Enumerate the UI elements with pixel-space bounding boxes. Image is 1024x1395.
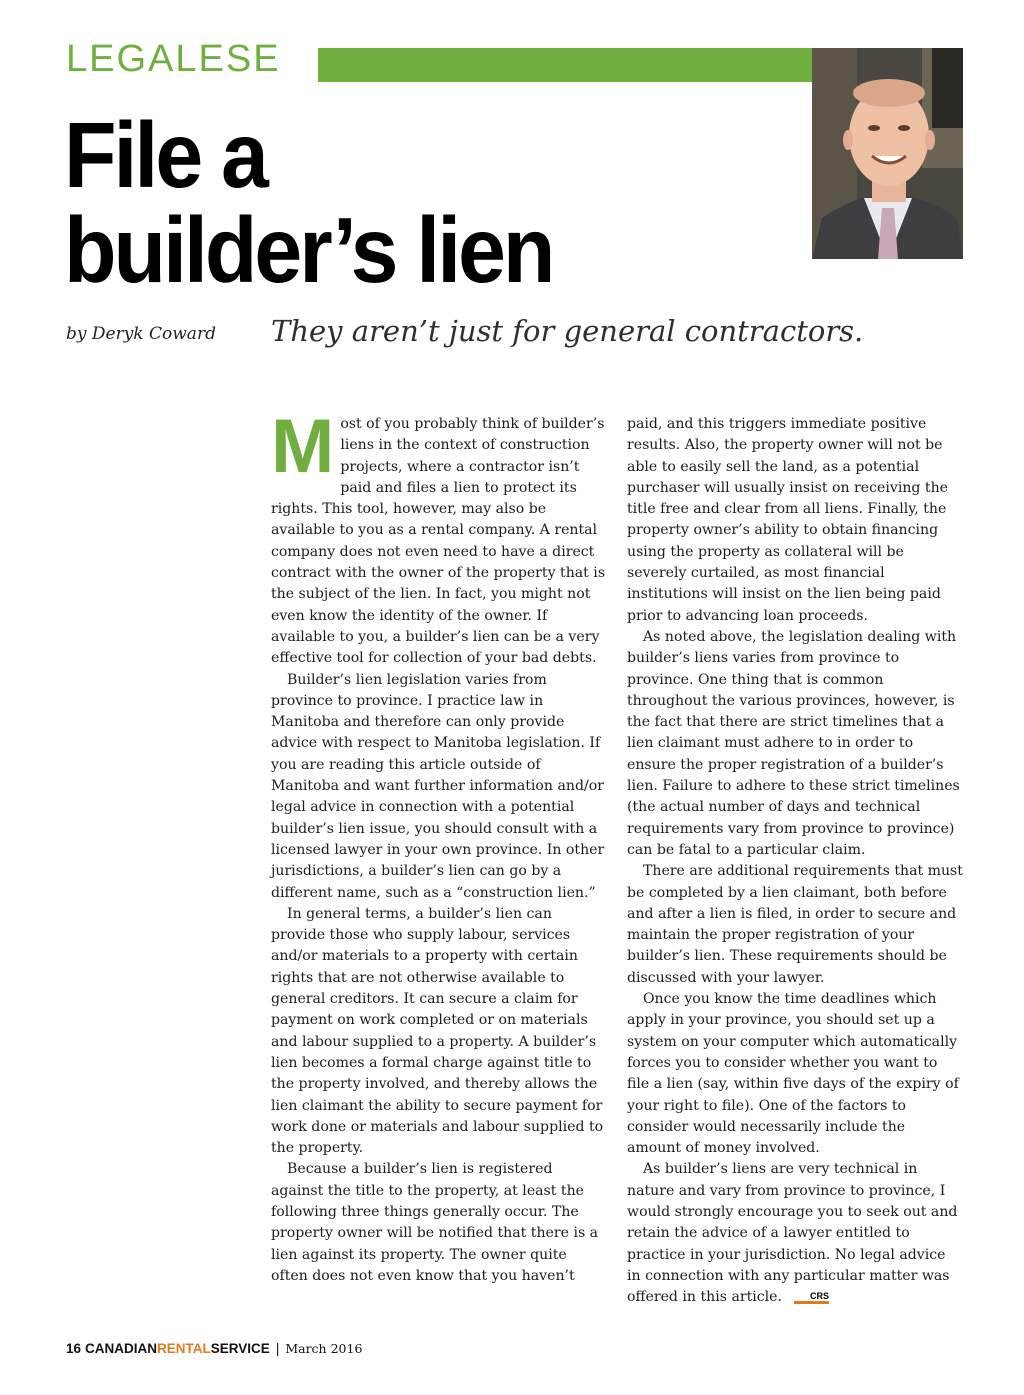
paragraph: Because a builder’s lien is registered against the title to the property, at least the following three things generally occur. The property owner will be notified that there is a lien against its property. The owner quite often does not even know that you haven’t [271, 1161, 599, 1284]
paragraph-text: As builder’s liens are very technical in nature and vary from province to province, I would strongly encourage you to seek out and retain the advice of a lawyer entitled to practice in your jurisdiction. No legal advice in connection with any particular matter was offered in this article. [627, 1161, 958, 1306]
section-accent-bar [318, 48, 813, 82]
author-photo [812, 48, 963, 259]
paragraph-text: ost of you probably think of builder’s liens in the context of construction projects, where a contractor isn’t paid and files a lien to protect its rights. This tool, however, may also be available to you as a rental company. A rental company does not even need to have a direct contract with the owner of the property that is the subject of the lien. In fact, you might not even know the identity of the owner. If available to you, a builder’s lien can be a very effective tool for collection of your bad debts. [271, 416, 606, 667]
article-column-2 [627, 414, 963, 1308]
page-number: 16 [66, 1341, 82, 1356]
headline-line-2: builder’s lien [64, 198, 553, 303]
paragraph [627, 1159, 963, 1308]
footer [66, 1341, 362, 1356]
paragraph [271, 404, 607, 670]
magazine-name-part-1: CANADIAN [85, 1341, 158, 1356]
paragraph: Builder’s lien legislation varies from province to province. I practice law in Manitoba and therefore can only provide advice with respect to Manitoba legislation. If you are reading this article outside of Manitoba and want further information and/or legal advice in connection with a potential builder’s lien issue, you should consult with a licensed lawyer in your own province. In other jurisdictions, a builder’s lien can go by a different name, such as a “construction lien.” [271, 671, 605, 901]
end-mark-logo: CRS [794, 1291, 829, 1304]
footer-separator: | [275, 1341, 280, 1356]
magazine-name-part-2: RENTAL [157, 1341, 211, 1356]
issue-date: March 2016 [285, 1341, 363, 1356]
paragraph: As noted above, the legislation dealing with builder’s liens varies from province to province. One thing that is common throughout the various provinces, however, is the fact that there are strict timelines that a lien claimant must adhere to in order to ensure the proper registration of a builder’s lien. Failure to adhere to these strict timelines (the actual number of days and technical requirements vary from province to province) can be fatal to a particular claim. [627, 628, 960, 858]
article-column-1 [271, 404, 607, 1287]
paragraph: paid, and this triggers immediate positive results. Also, the property owner will not be able to easily sell the land, as a potential purchaser will usually insist on receiving the title free and clear from all liens. Finally, the property owner’s ability to obtain financing using the property as collateral will be severely curtailed, as most financial institutions will insist on the lien being paid prior to advancing loan proceeds. [627, 416, 949, 624]
byline: by Deryk Coward [66, 324, 216, 344]
deck: They aren’t just for general contractors. [271, 314, 864, 348]
headline-line-1: File a [64, 103, 266, 208]
drop-cap: M [271, 404, 335, 489]
headline [64, 103, 784, 303]
section-label: LEGALESE [66, 38, 281, 80]
paragraph: Once you know the time deadlines which apply in your province, you should set up a system on your computer which automatically forces you to consider whether you want to file a lien (say, within five days of the expiry of your right to file). One of the factors to consider would necessarily include the amount of money involved. [627, 991, 959, 1157]
magazine-name-part-3: SERVICE [210, 1341, 270, 1356]
magazine-name [85, 1341, 270, 1356]
paragraph: In general terms, a builder’s lien can provide those who supply labour, services and/or materials to a property with certain rights that are not otherwise available to general creditors. It can secure a claim for payment on work completed or on materials and labour supplied to a property. A builder’s lien becomes a formal charge against title to the property involved, and thereby allows the lien claimant the ability to secure payment for work done or materials and labour supplied to the property. [271, 905, 604, 1157]
paragraph: There are additional requirements that must be completed by a lien claimant, both before and after a lien is filed, in order to secure and maintain the proper registration of your builder’s lien. These requirements should be discussed with your lawyer. [627, 863, 963, 986]
